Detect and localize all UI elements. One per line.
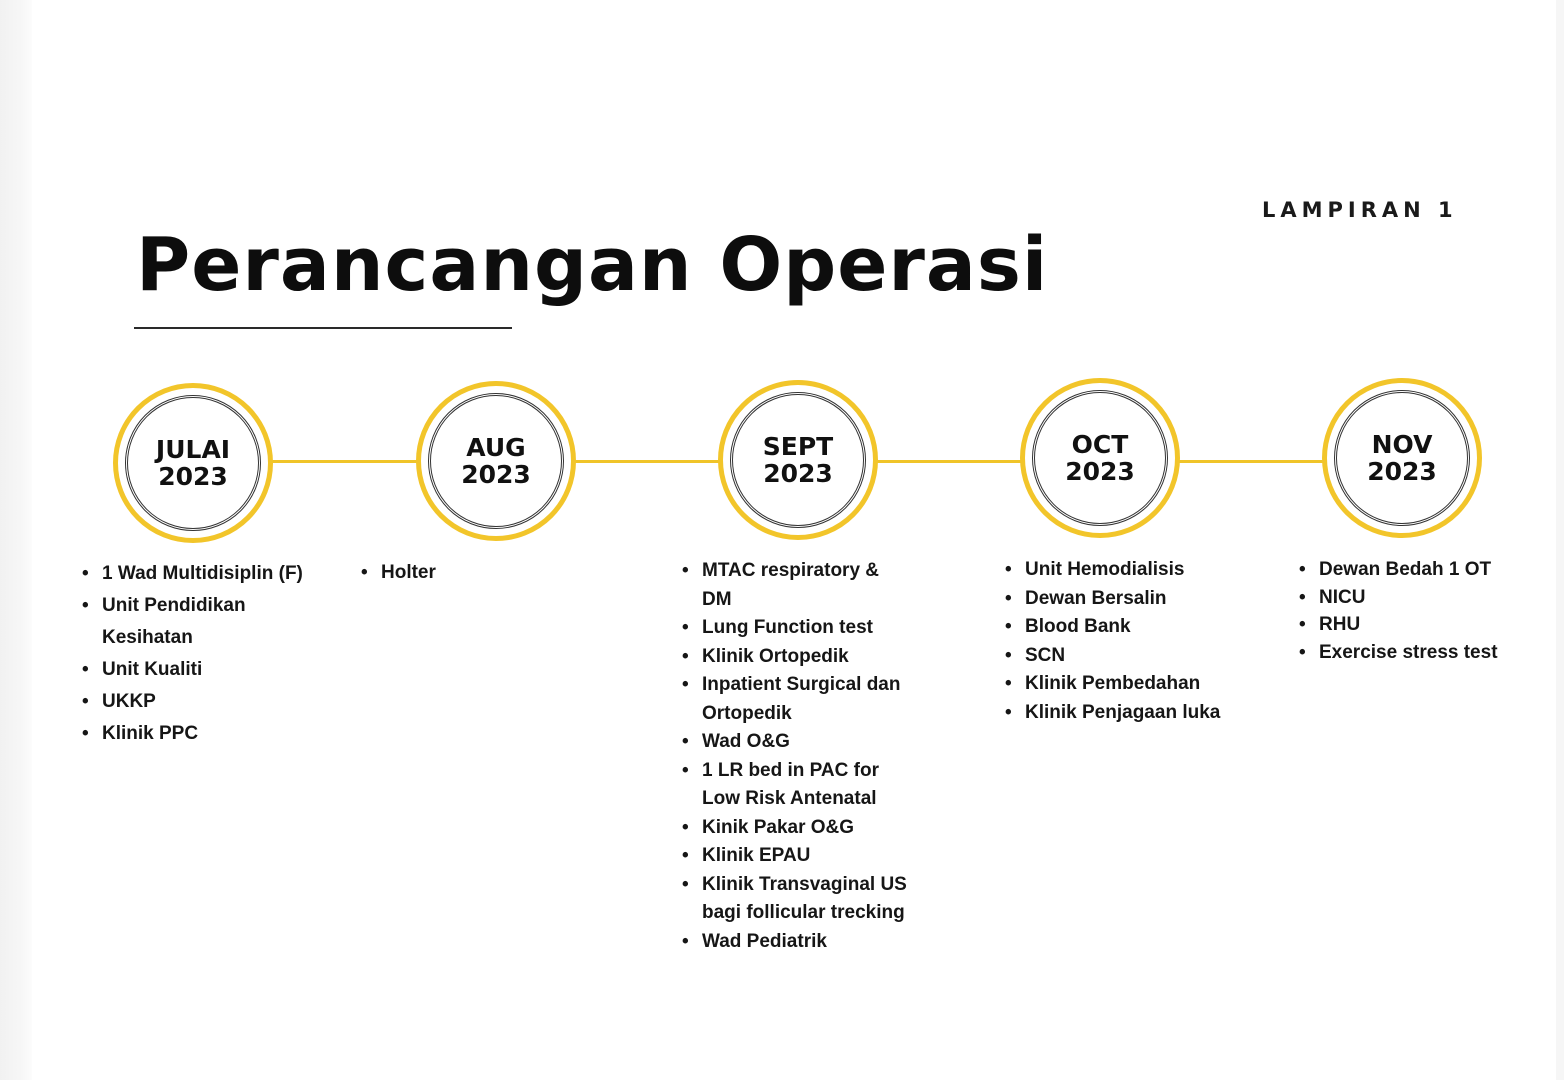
list-item: • Dewan Bedah 1 OT bbox=[1299, 556, 1539, 584]
list-item: • UKKP bbox=[82, 686, 332, 718]
appendix-label: LAMPIRAN 1 bbox=[1262, 198, 1458, 222]
list-item: • Unit Kualiti bbox=[82, 654, 332, 686]
list-item: • Wad O&G bbox=[682, 728, 927, 757]
list-item: • Klinik PPC bbox=[82, 718, 332, 750]
julai-item-list bbox=[82, 558, 332, 750]
list-item: • Blood Bank bbox=[1005, 613, 1255, 642]
page-edge-right bbox=[1556, 0, 1564, 1080]
milestone-oct-badge bbox=[1032, 390, 1168, 526]
milestone-aug-badge bbox=[428, 393, 564, 529]
aug-item-list bbox=[361, 557, 561, 589]
list-item: • 1 LR bed in PAC for Low Risk Antenatal bbox=[682, 757, 902, 814]
milestone-year: 2023 bbox=[763, 459, 833, 488]
list-item: • Klinik Transvaginal US bagi follicular trecking bbox=[682, 871, 927, 928]
milestone-month: NOV bbox=[1371, 430, 1433, 459]
milestone-year: 2023 bbox=[1367, 457, 1437, 486]
page-edge-left bbox=[0, 0, 32, 1080]
nov-item-list bbox=[1299, 556, 1539, 666]
milestone-month: AUG bbox=[466, 433, 526, 462]
list-item: • Kinik Pakar O&G bbox=[682, 814, 927, 843]
list-item: • 1 Wad Multidisiplin (F) bbox=[82, 558, 332, 590]
milestone-year: 2023 bbox=[461, 460, 531, 489]
milestone-aug bbox=[416, 381, 576, 541]
milestone-nov bbox=[1322, 378, 1482, 538]
title-underline bbox=[134, 327, 512, 329]
list-item: • Holter bbox=[361, 557, 561, 589]
list-item: • Klinik EPAU bbox=[682, 842, 927, 871]
list-item: • Exercise stress test bbox=[1299, 639, 1539, 667]
list-item: • Lung Function test bbox=[682, 614, 927, 643]
list-item: • Klinik Ortopedik bbox=[682, 643, 927, 672]
milestone-nov-badge bbox=[1334, 390, 1470, 526]
milestone-sept bbox=[718, 380, 878, 540]
list-item: • SCN bbox=[1005, 642, 1255, 671]
page-title: Perancangan Operasi bbox=[136, 222, 1049, 308]
milestone-sept-badge bbox=[730, 392, 866, 528]
sept-item-list bbox=[682, 557, 927, 956]
milestone-month: JULAI bbox=[155, 435, 231, 464]
list-item: • Wad Pediatrik bbox=[682, 928, 927, 957]
list-item: • Dewan Bersalin bbox=[1005, 585, 1255, 614]
list-item: • Inpatient Surgical dan Ortopedik bbox=[682, 671, 907, 728]
milestone-year: 2023 bbox=[1065, 457, 1135, 486]
list-item: • Unit Pendidikan Kesihatan bbox=[82, 590, 252, 654]
milestone-month: SEPT bbox=[762, 432, 834, 461]
list-item: • Klinik Penjagaan luka bbox=[1005, 699, 1255, 728]
milestone-month: OCT bbox=[1071, 430, 1129, 459]
list-item: • Unit Hemodialisis bbox=[1005, 556, 1255, 585]
milestone-oct bbox=[1020, 378, 1180, 538]
milestone-year: 2023 bbox=[158, 462, 228, 491]
milestone-julai-badge bbox=[125, 395, 261, 531]
list-item: • RHU bbox=[1299, 611, 1539, 639]
list-item: • NICU bbox=[1299, 584, 1539, 612]
milestone-julai bbox=[113, 383, 273, 543]
list-item: • MTAC respiratory & DM bbox=[682, 557, 892, 614]
oct-item-list bbox=[1005, 556, 1255, 727]
list-item: • Klinik Pembedahan bbox=[1005, 670, 1255, 699]
